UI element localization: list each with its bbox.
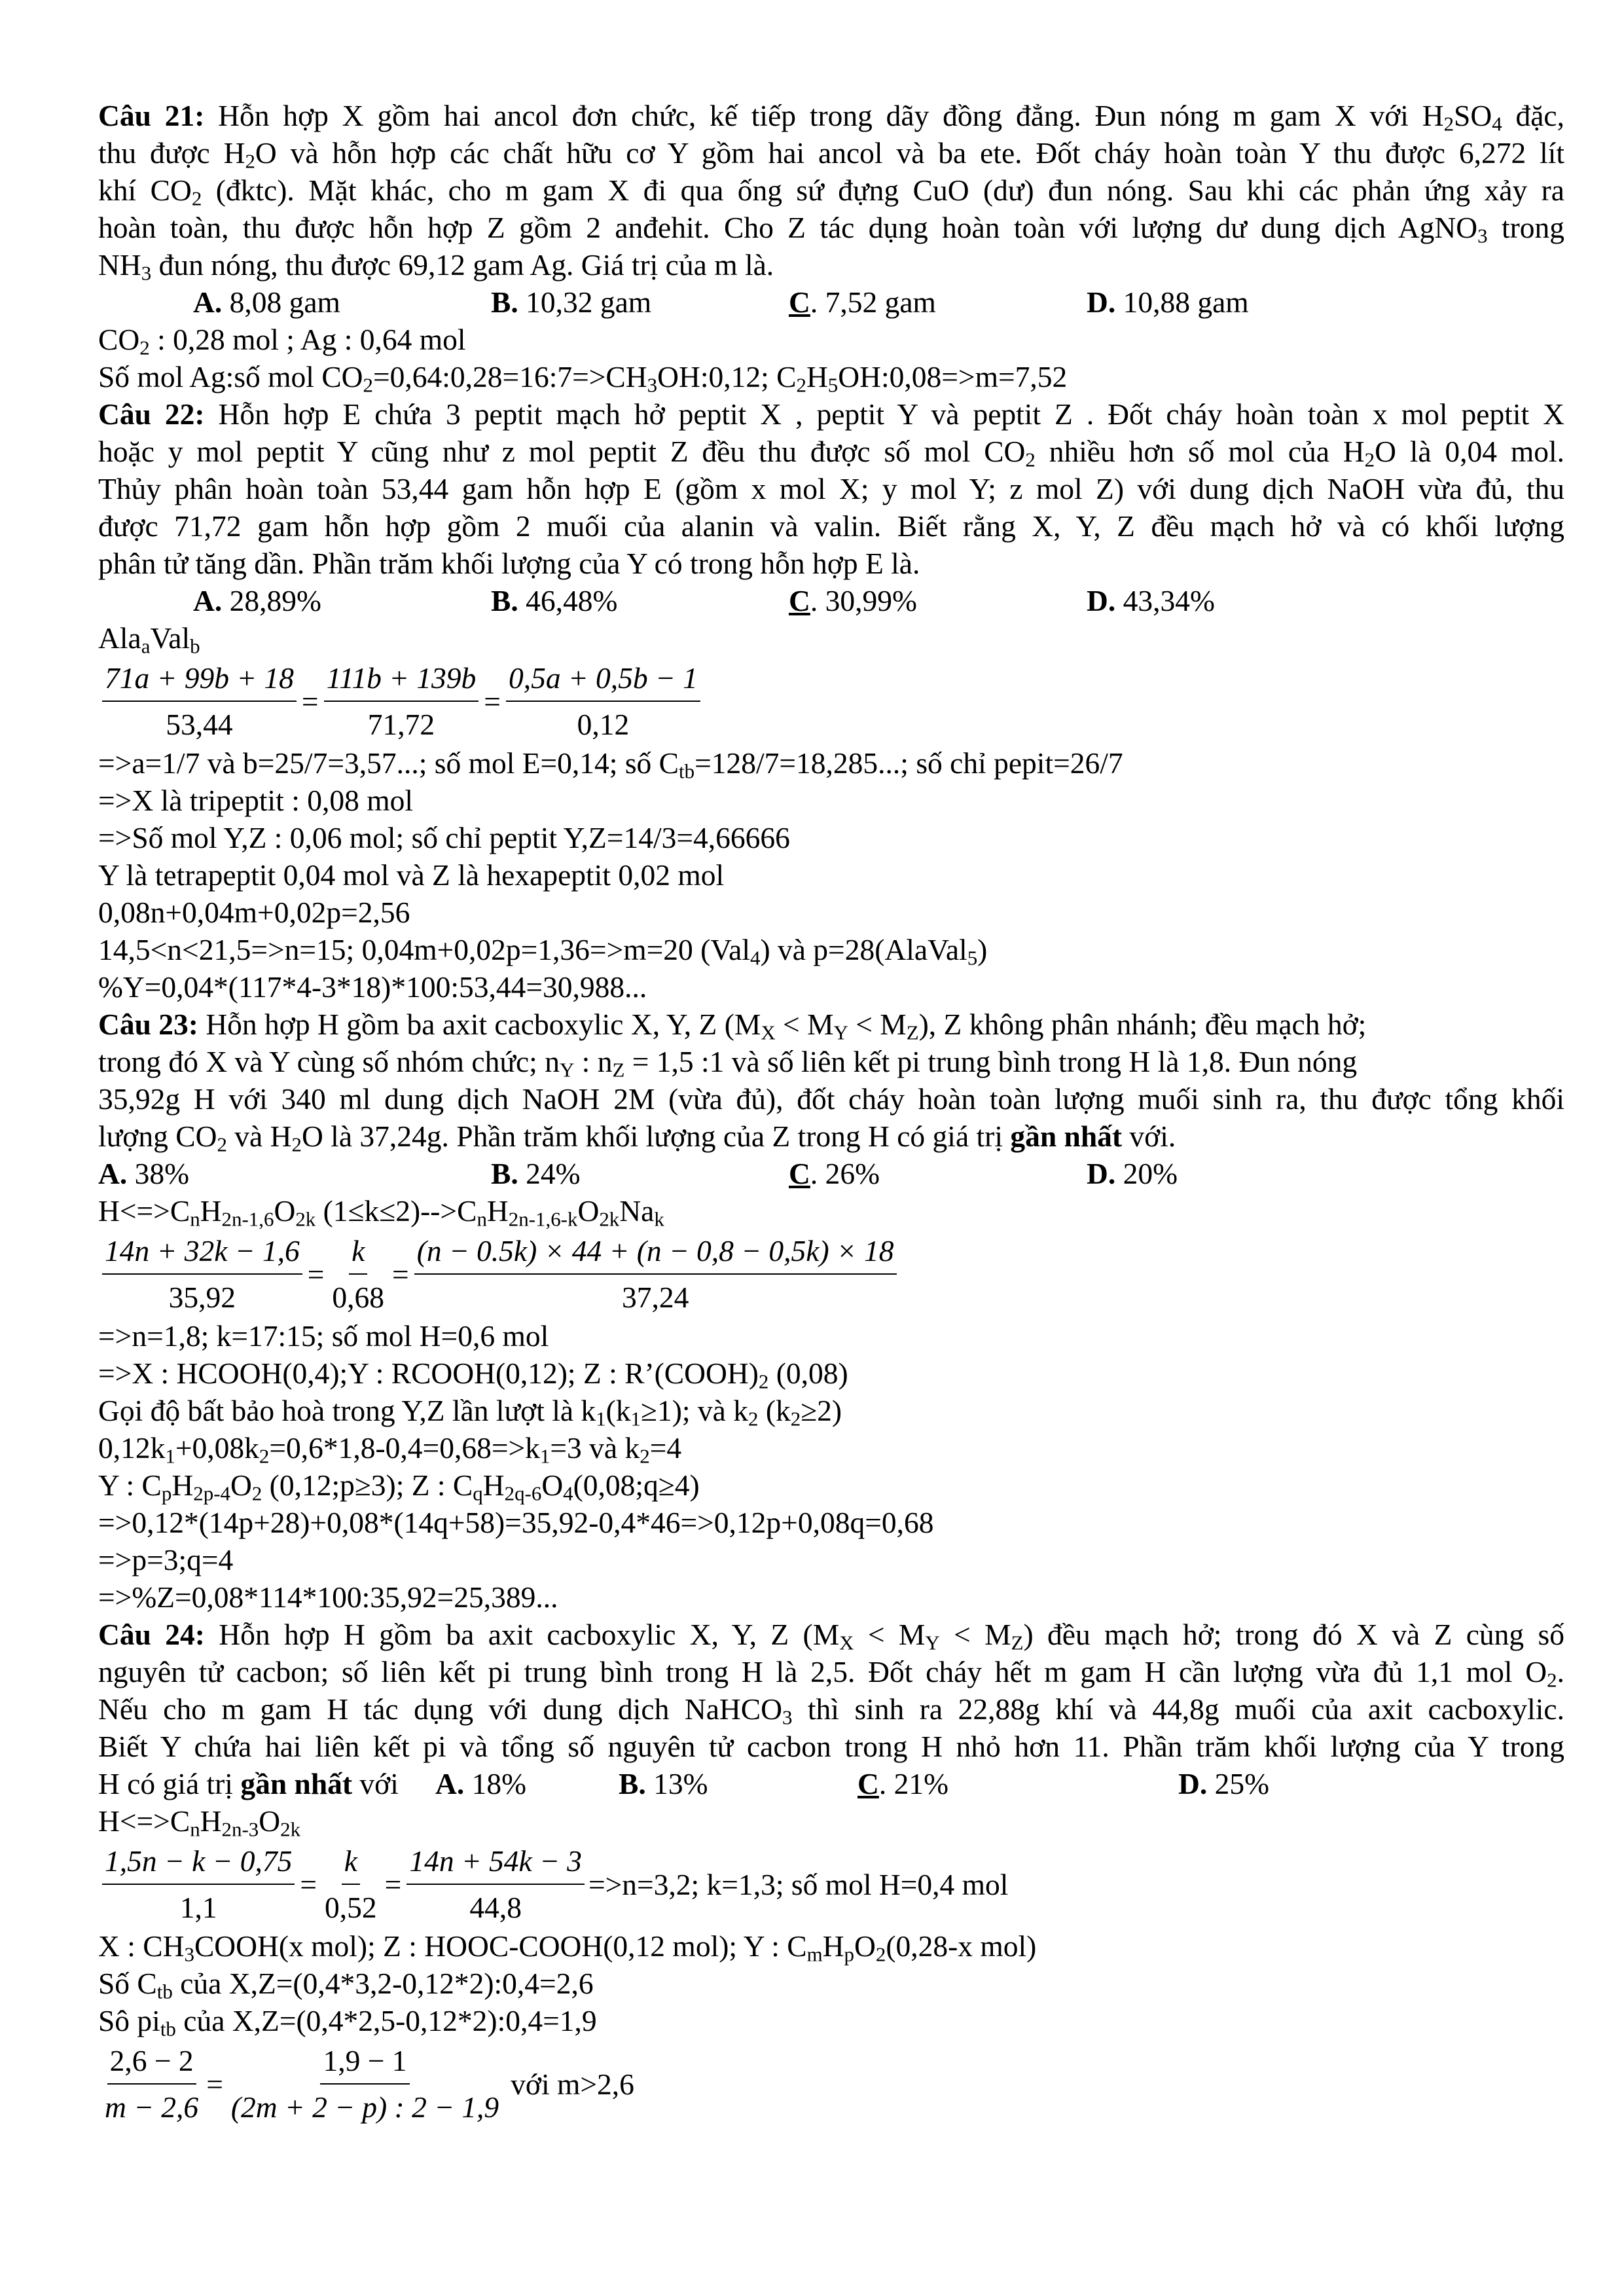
q22-line-3: Thủy phân hoàn toàn 53,44 gam hỗn hợp E (gồm x mol X; y mol Y; z mol Z) với dung dịch NaOH vừa đủ, thu bbox=[98, 472, 1564, 505]
fraction: $\frac{2,6 - 2}{m - 2,6}$ bbox=[102, 2042, 201, 2126]
q23-line-1: Câu 23: Hỗn hợp H gồm ba axit cacboxylic X, Y, Z $(M_X < M_Y < M_Z)$, Z không phân nhánh; đều mạch hở; bbox=[98, 1008, 1367, 1044]
q22-solution-3: =>Số mol Y,Z : 0,06 mol; số chỉ peptit Y,Z=14/3=4,66666 bbox=[98, 821, 790, 854]
fraction: $\frac{k}{0,68}$ bbox=[329, 1232, 387, 1316]
q23-solution-1: =>n=1,8; k=17:15; số mol H=0,6 mol bbox=[98, 1319, 549, 1353]
option-d: D. 10,88 gam bbox=[1087, 285, 1249, 319]
question-label: Câu 22: bbox=[98, 397, 205, 431]
fraction: $\frac{71a + 99b + 18}{53,44}$ bbox=[102, 659, 297, 743]
equation-result: =>n=3,2; k=1,3; số mol H=0,4 mol bbox=[588, 1867, 1009, 1901]
q24-line-5-options bbox=[98, 1765, 1564, 1802]
q22-options bbox=[98, 582, 1564, 619]
fraction: $\frac{14n + 32k - 1,6}{35,92}$ bbox=[102, 1232, 302, 1316]
q24-line-3: Nếu cho m gam H tác dụng với dung dịch NaHCO$_3$ thì sinh ra 22,88g khí và 44,8g muối của axit cacboxylic. bbox=[98, 1692, 1564, 1729]
option-b: B. 13% bbox=[619, 1767, 708, 1800]
q24-solution-1: X : $CH_3COOH(x$ mol); Z : HOOC-COOH(0,12 mol); Y : $C_mH_pO_2(0,28-x$ mol) bbox=[98, 1929, 1037, 1966]
q21-line-5: $NH_3$ đun nóng, thu được 69,12 gam Ag. Giá trị của m là. bbox=[98, 248, 774, 285]
q22-solution-2: =>X là tripeptit : 0,08 mol bbox=[98, 784, 413, 817]
q24-line-5: H có giá trị gần nhất với bbox=[98, 1767, 399, 1800]
option-b: B. 24% bbox=[491, 1157, 581, 1190]
q21-solution-1: $CO_2$ : 0,28 mol ; Ag : 0,64 mol bbox=[98, 323, 466, 359]
q22-solution-4: Y là tetrapeptit 0,04 mol và Z là hexapeptit 0,02 mol bbox=[98, 858, 725, 892]
option-d: D. 20% bbox=[1087, 1157, 1178, 1190]
q24-equation: $\frac{1,5n - k - 0,75}{1,1}$ = $\frac{k}{0,52}$ = $\frac{14n + 54k - 3}{44,8}$ =>n=3,2; k=1,3; số mol H=0,4 mol bbox=[98, 1842, 1564, 1926]
q24-line-2: nguyên tử cacbon; số liên kết pi trung bình trong H là 2,5. Đốt cháy hết m gam H cần lượng vừa đủ 1,1 mol $O_2$. bbox=[98, 1655, 1564, 1692]
option-c-answer: C. 7,52 gam bbox=[789, 285, 936, 319]
q23-line-3: 35,92g H với 340 ml dung dịch NaOH 2M (vừa đủ), đốt cháy hoàn toàn lượng muối sinh ra, thu được tổng khối bbox=[98, 1082, 1564, 1116]
q22-solution-1: =>a=1/7 và b=25/7=3,57...; số mol E=0,14; số $C_{tb}=128/7=18,285$...; số chỉ pepit=26/7 bbox=[98, 746, 1123, 783]
q23-solution-5: Y : $C_pH_{2p-4}O_2$ (0,12;p≥3); Z : $C_qH_{2q-6}O_4(0,08;q\ge 4)$ bbox=[98, 1468, 700, 1505]
q23-solution-7: =>p=3;q=4 bbox=[98, 1543, 234, 1576]
q24-formula: $H<=>C_nH_{2n-3}O_{2k}$ bbox=[98, 1804, 301, 1841]
fraction: $\frac{(n - 0.5k) \times 44 + (n - 0,8 - 0,5k) \times 18}{37,24}$ bbox=[414, 1232, 897, 1316]
q22-line-1: Câu 22: Hỗn hợp E chứa 3 peptit mạch hở peptit X , peptit Y và peptit Z . Đốt cháy hoàn toàn x mol peptit X bbox=[98, 397, 1564, 431]
q22-solution-6: 14,5<n<21,5=>n=15; 0,04m+0,02p=1,36=>m=20 (Val$_4$) và p=28(AlaVal$_5$) bbox=[98, 933, 988, 970]
q24-solution-3: Sô $pi_{tb}$ của X,Z=(0,4*2,5-0,12*2):0,4=1,9 bbox=[98, 2004, 597, 2041]
q22-formula: Ala$_a$Val$_b$ bbox=[98, 621, 200, 658]
fraction: $\frac{14n + 54k - 3}{44,8}$ bbox=[406, 1842, 585, 1926]
q23-equation: $\frac{14n + 32k - 1,6}{35,92}$ = $\frac{k}{0,68}$ = $\frac{(n - 0.5k) \times 44 + (n - 0,8 - 0,5k) \times 18}{37,24}$ bbox=[98, 1232, 1564, 1316]
option-c-answer: C. 21% bbox=[857, 1767, 949, 1800]
q23-solution-8: =>%Z=0,08*114*100:35,92=25,389... bbox=[98, 1580, 558, 1614]
option-d: D. 25% bbox=[1178, 1767, 1270, 1800]
q22-line-5: phân tử tăng dần. Phần trăm khối lượng của Y có trong hỗn hợp E là. bbox=[98, 547, 920, 580]
q24-equation-2: $\frac{2,6 - 2}{m - 2,6}$ = $\frac{1,9 - 1}{(2m + 2 - p) : 2 - 1,9}$ với m>2,6 bbox=[98, 2042, 1564, 2126]
q23-solution-6: =>0,12*(14p+28)+0,08*(14q+58)=35,92-0,4*46=>0,12p+0,08q=0,68 bbox=[98, 1506, 934, 1539]
fraction: $\frac{0,5a + 0,5b - 1}{0,12}$ bbox=[506, 659, 700, 743]
q23-line-4: lượng $CO_2$ và $H_2O$ là 37,24g. Phần trăm khối lượng của Z trong H có giá trị gần nhất với. bbox=[98, 1120, 1176, 1156]
document-page bbox=[98, 97, 1564, 2127]
option-c-answer: C. 30,99% bbox=[789, 584, 917, 617]
option-b: B. 10,32 gam bbox=[491, 285, 652, 319]
option-d: D. 43,34% bbox=[1087, 584, 1215, 617]
fraction: $\frac{111b + 139b}{71,72}$ bbox=[324, 659, 479, 743]
option-a: A. 8,08 gam bbox=[193, 285, 340, 319]
option-a: A. 28,89% bbox=[193, 584, 321, 617]
q21-options bbox=[98, 283, 1564, 321]
option-c-answer: C. 26% bbox=[789, 1157, 880, 1190]
q22-solution-5: 0,08n+0,04m+0,02p=2,56 bbox=[98, 896, 410, 929]
q22-solution-7: %Y=0,04*(117*4-3*18)*100:53,44=30,988... bbox=[98, 970, 647, 1004]
q21-solution-2: Số mol Ag:số mol $CO_2=0,64:0,28=16:7=>CH_3OH:0,12$; $C_2H_5OH:0,08=>m=7,52$ bbox=[98, 360, 1068, 397]
q23-solution-4: $0,12k_1+0,08k_2=0,6*1,8-0,4=0,68=>k_1=3$ và $k_2=4$ bbox=[98, 1431, 682, 1468]
q22-line-4: được 71,72 gam hỗn hợp gồm 2 muối của alanin và valin. Biết rằng X, Y, Z đều mạch hở và có khối lượng bbox=[98, 509, 1564, 543]
q21-line-2: thu được $H_2O$ và hỗn hợp các chất hữu cơ Y gồm hai ancol và ba ete. Đốt cháy hoàn toàn Y thu được 6,272 lít bbox=[98, 136, 1565, 173]
q21-line-4: hoàn toàn, thu được hỗn hợp Z gồm 2 anđehit. Cho Z tác dụng hoàn toàn với lượng dư dung dịch AgNO$_3$ trong bbox=[98, 211, 1565, 247]
q23-options bbox=[98, 1155, 1564, 1192]
q23-line-2: trong đó X và Y cùng số nhóm chức; $n_Y$ : $n_Z = 1,5$ :1 và số liên kết pi trung bình trong H là 1,8. Đun nóng bbox=[98, 1045, 1358, 1082]
question-label: Câu 23: bbox=[98, 1008, 198, 1041]
q23-formula: $H<=>C_nH_{2n-1,6}O_{2k}$ $(1\le k\le 2)-->C_nH_{2n-1,6-k}O_{2k}Na_k$ bbox=[98, 1194, 664, 1231]
q21-line-1: Câu 21: Hỗn hợp X gồm hai ancol đơn chức, kế tiếp trong dãy đồng đẳng. Đun nóng m gam X với $H_2SO_4$ đặc, bbox=[98, 99, 1564, 136]
q23-solution-2: =>X : HCOOH(0,4);Y : RCOOH(0,12); Z : $R’(COOH)_2$ (0,08) bbox=[98, 1357, 848, 1393]
fraction: $\frac{k}{0,52}$ bbox=[322, 1842, 380, 1926]
q22-equation: $\frac{71a + 99b + 18}{53,44}$ = $\frac{111b + 139b}{71,72}$ = $\frac{0,5a + 0,5b - 1}{0,12}$ bbox=[98, 659, 1564, 743]
fraction: $\frac{1,9 - 1}{(2m + 2 - p) : 2 - 1,9}$ bbox=[228, 2042, 501, 2126]
q23-solution-3: Gọi độ bất bảo hoà trong Y,Z lần lượt là $k_1(k_1\ge 1)$; và $k_2$ $(k_2\ge 2)$ bbox=[98, 1394, 842, 1430]
q24-solution-2: Số $C_{tb}$ của X,Z=(0,4*3,2-0,12*2):0,4=2,6 bbox=[98, 1967, 594, 2003]
q24-line-4: Biết Y chứa hai liên kết pi và tổng số nguyên tử cacbon trong H nhỏ hơn 11. Phần trăm khối lượng của Y trong bbox=[98, 1730, 1564, 1763]
q22-line-2: hoặc y mol peptit Y cũng như z mol peptit Z đều thu được số mol $CO_2$ nhiều hơn số mol của $H_2O$ là 0,04 mol. bbox=[98, 435, 1565, 471]
equation-condition: với m>2,6 bbox=[511, 2067, 634, 2101]
question-label: Câu 21: bbox=[98, 99, 205, 132]
option-a: A. 18% bbox=[435, 1767, 527, 1800]
question-label: Câu 24: bbox=[98, 1618, 205, 1651]
option-a: A. 38% bbox=[98, 1157, 190, 1190]
q21-line-3: khí $CO_2$ (đktc). Mặt khác, cho m gam X đi qua ống sứ đựng CuO (dư) đun nóng. Sau khi các phản ứng xảy ra bbox=[98, 173, 1565, 210]
fraction: $\frac{1,5n - k - 0,75}{1,1}$ bbox=[102, 1842, 295, 1926]
option-b: B. 46,48% bbox=[491, 584, 618, 617]
q24-line-1: Câu 24: Hỗn hợp H gồm ba axit cacboxylic X, Y, Z $(M_X < M_Y < M_Z)$ đều mạch hở; trong đó X và Z cùng số bbox=[98, 1618, 1564, 1654]
